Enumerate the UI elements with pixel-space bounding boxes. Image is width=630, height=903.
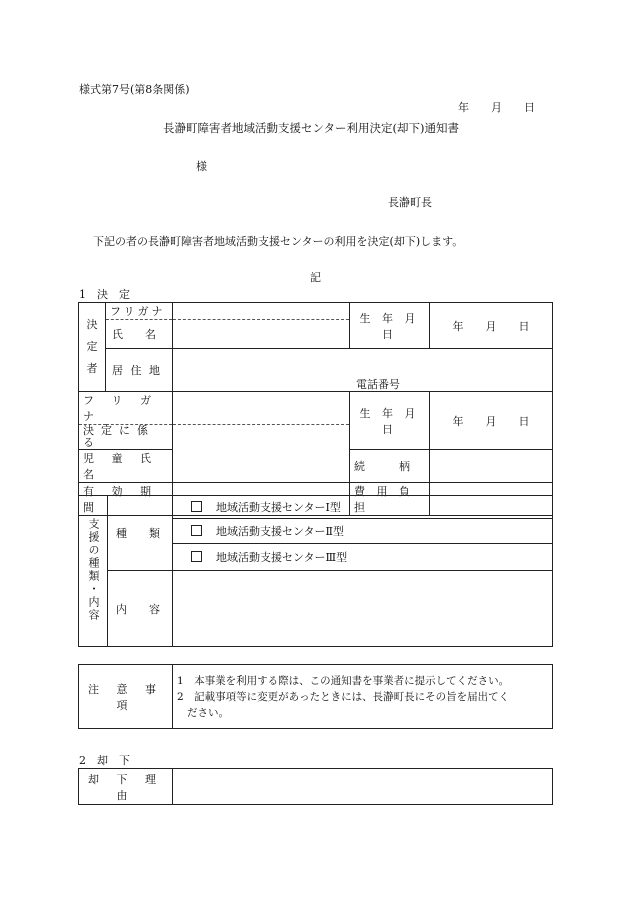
type-label: 種 類 [108, 496, 173, 571]
addressee-suffix: 様 [196, 160, 207, 173]
document-title: 長瀞町障害者地域活動支援センター利用決定(却下)通知書 [163, 121, 460, 135]
notes-body [173, 665, 553, 729]
note-item-1: 1 本事業を利用する際は、この通知書を事業者に提示してください。 [177, 674, 510, 687]
note-item-2a: 2 記載事項等に変更があったときには、長瀞町長にその旨を届出てく [177, 690, 510, 703]
birth-label: 生 年 月 日 [350, 303, 430, 349]
support-table [78, 495, 553, 647]
checkbox-icon[interactable] [191, 525, 202, 536]
issue-date: 年 月 日 [458, 101, 535, 114]
zokugara-label: 続 柄 [350, 450, 430, 483]
cost-label: 費 用 負 担 [350, 483, 430, 516]
notes-label: 注 意 事 項 [79, 665, 173, 729]
issuer-name: 長瀞町長 [388, 196, 432, 209]
notes-table [78, 664, 553, 729]
type-option-1-label: 地域活動支援センターⅠ型 [216, 501, 341, 514]
kettei-sha-label: 決定者 [86, 318, 98, 375]
reason-value[interactable] [173, 769, 553, 805]
section1-heading: 1 決 定 [79, 288, 130, 301]
section2-heading: 2 却 下 [79, 754, 130, 767]
jyusho-label: 居 住 地 [106, 349, 173, 392]
checkbox-icon[interactable] [191, 501, 202, 512]
child-birth-label: 生 年 月 日 [350, 392, 430, 450]
child-name-value[interactable] [173, 425, 350, 483]
jyusho-value[interactable] [173, 349, 553, 392]
type-option-1[interactable] [173, 496, 553, 519]
furigana-value[interactable] [173, 303, 350, 320]
note-item-2b: ださい。 [187, 706, 229, 719]
content-label: 内 容 [108, 571, 173, 647]
phone-label: 電話番号 [356, 378, 400, 391]
ki-label: 記 [310, 271, 321, 284]
child-birth-date: 年 月 日 [430, 392, 553, 450]
checkbox-icon[interactable] [191, 551, 202, 562]
form-number: 様式第7号(第8条関係) [79, 83, 190, 96]
decision-table [78, 302, 553, 516]
type-option-2-label: 地域活動支援センターⅡ型 [216, 525, 345, 538]
furigana-label: フリガナ [106, 303, 173, 320]
child-furigana-value[interactable] [173, 392, 350, 425]
child-furigana-label: フ リ ガ ナ [79, 392, 173, 425]
birth-date: 年 月 日 [430, 303, 553, 349]
zokugara-value[interactable] [430, 450, 553, 483]
type-option-2[interactable] [173, 519, 553, 544]
child-label-line2: 児 童 氏 名 [79, 450, 173, 483]
child-label-line1: 決定に係る [83, 424, 155, 449]
support-vertical-label: 支援の種類・内容 [87, 517, 100, 622]
support-vertical-cell [79, 496, 108, 647]
body-text: 下記の者の長瀞町障害者地域活動支援センターの利用を決定(却下)します。 [93, 235, 464, 248]
child-name-label-cell [79, 425, 173, 450]
period-label: 有 効 期 間 [79, 483, 173, 516]
shimei-value[interactable] [173, 320, 350, 349]
type-option-3-label: 地域活動支援センターⅢ型 [216, 551, 348, 564]
reason-label: 却 下 理 由 [79, 769, 173, 805]
type-option-3[interactable] [173, 544, 553, 571]
content-value[interactable] [173, 571, 553, 647]
shimei-label: 氏 名 [106, 320, 173, 349]
rejection-table [78, 768, 553, 805]
kettei-sha-cell [79, 303, 106, 392]
